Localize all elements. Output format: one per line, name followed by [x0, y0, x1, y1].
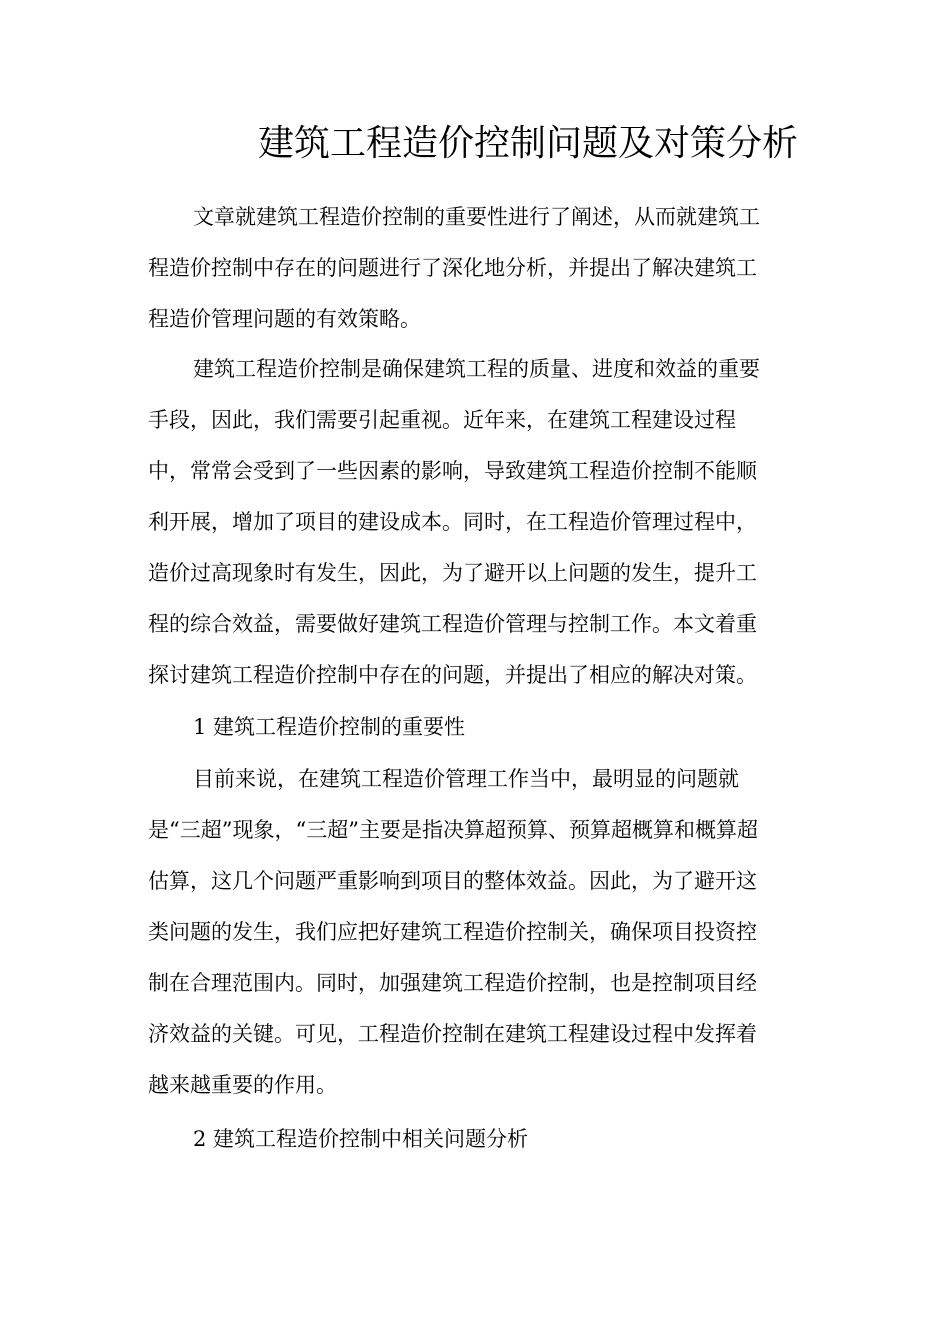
- section-1-paragraph: [148, 754, 808, 1111]
- paragraph-line: 程的综合效益，需要做好建筑工程造价管理与控制工作。本文着重: [148, 612, 757, 636]
- intro-paragraph: [148, 344, 808, 701]
- paragraph-line: 手段，因此，我们需要引起重视。近年来，在建筑工程建设过程: [148, 408, 736, 432]
- paragraph-line: 程造价管理问题的有效策略。: [148, 307, 421, 331]
- paragraph-line: 建筑工程造价控制是确保建筑工程的质量、进度和效益的重要: [193, 357, 760, 381]
- paragraph-line: 中，常常会受到了一些因素的影响，导致建筑工程造价控制不能顺: [148, 459, 757, 483]
- paragraph-line: 文章就建筑工程造价控制的重要性进行了阐述，从而就建筑工: [193, 205, 760, 229]
- paragraph-line: 造价过高现象时有发生，因此，为了避开以上问题的发生，提升工: [148, 561, 757, 585]
- paragraph-line: 是“三超”现象，“三超”主要是指决算超预算、预算超概算和概算超: [148, 818, 758, 842]
- section-2-heading: 2 建筑工程造价控制中相关问题分析: [193, 1127, 529, 1151]
- section-1-heading: 1 建筑工程造价控制的重要性: [193, 715, 466, 739]
- paragraph-line: 制在合理范围内。同时，加强建筑工程造价控制，也是控制项目经: [148, 971, 757, 995]
- paragraph-line: 越来越重要的作用。: [148, 1073, 337, 1097]
- paragraph-line: 估算，这几个问题严重影响到项目的整体效益。因此，为了避开这: [148, 869, 757, 893]
- paragraph-line: 济效益的关键。可见，工程造价控制在建筑工程建设过程中发挥着: [148, 1022, 757, 1046]
- paragraph-line: 利开展，增加了项目的建设成本。同时，在工程造价管理过程中，: [148, 510, 757, 534]
- document-title: 建筑工程造价控制问题及对策分析: [258, 123, 799, 164]
- paragraph-line: 探讨建筑工程造价控制中存在的问题，并提出了相应的解决对策。: [148, 663, 757, 687]
- paragraph-line: 程造价控制中存在的问题进行了深化地分析，并提出了解决建筑工: [148, 256, 757, 280]
- paragraph-line: 目前来说，在建筑工程造价管理工作当中，最明显的问题就: [193, 767, 739, 791]
- abstract-paragraph: [148, 192, 808, 345]
- paragraph-line: 类问题的发生，我们应把好建筑工程造价控制关，确保项目投资控: [148, 920, 757, 944]
